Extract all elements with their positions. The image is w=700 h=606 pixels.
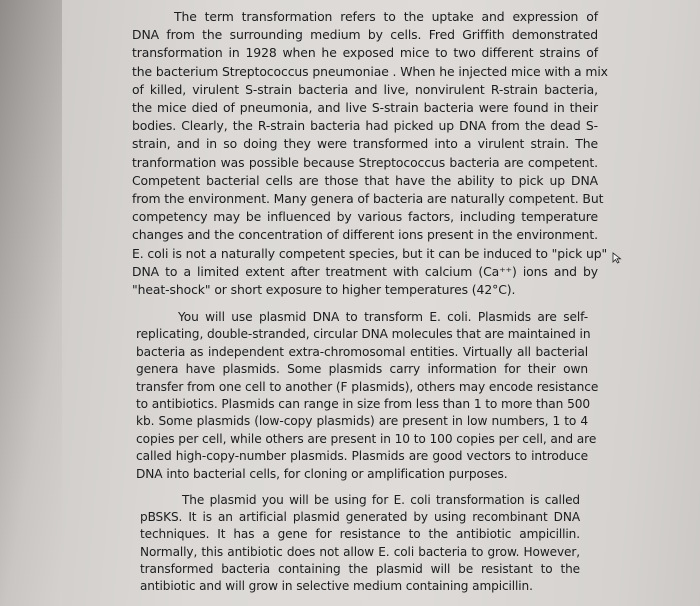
text-line: You will use plasmid DNA to transform E. coli. Plasmids are self- [178,310,588,324]
text-line: genera have plasmids. Some plasmids carry information for their own [136,362,588,377]
text-line: replicating, double-stranded, circular DNA molecules that are maintained in [136,327,591,342]
text-line: tranformation was possible because Streptococcus bacteria are competent. [132,154,598,170]
text-line: Normally, this antibiotic does not allow E. coli bacteria to grow. However, [140,544,580,559]
text-line: "heat-shock" or short exposure to higher temperatures (42°C). [132,282,516,298]
text-line: DNA into bacterial cells, for cloning or amplification purposes. [136,466,508,481]
text-line: transformation in 1928 when he exposed mice to two different strains of [132,45,598,61]
paragraph-plasmids [136,309,599,483]
text-line: bodies. Clearly, the R-strain bacteria had picked up DNA from the dead S- [132,118,598,134]
text-line: transfer from one cell to another (F plasmids), others may encode resistance [136,379,599,394]
text-line: E. coli is not a naturally competent species, but it can be induced to "pick up" [132,245,608,261]
text-line: competency may be influenced by various factors, including temperature [132,209,598,225]
text-line: to antibiotics. Plasmids can range in size from less than 1 to more than 500 [136,397,591,412]
paragraph-pbsks [140,492,580,595]
text-line: The term transformation refers to the uptake and expression of [174,9,598,24]
paragraph-transformation [132,8,608,299]
text-line: bacteria as independent extra-chromosomal entities. Virtually all bacterial [136,344,588,359]
text-line: DNA from the surrounding medium by cells. Fred Griffith demonstrated [132,27,598,43]
text-line: DNA to a limited extent after treatment with calcium (Ca⁺⁺) ions and by [132,263,598,279]
text-line: the mice died of pneumonia, and live S-strain bacteria were found in their [132,100,598,116]
text-line: Competent bacterial cells are those that have the ability to pick up DNA [132,172,598,188]
text-line: copies per cell, while others are present in 10 to 100 copies per cell, and are [136,431,597,446]
text-line: changes and the concentration of different ions present in the environment. [132,227,598,243]
text-line: called high-copy-number plasmids. Plasmids are good vectors to introduce [136,449,588,464]
text-line: of killed, virulent S-strain bacteria and live, nonvirulent R-strain bacteria, [132,81,598,97]
text-line: antibiotic and will grow in selective medium containing ampicillin. [140,579,533,594]
text-line: The plasmid you will be using for E. coli transformation is called [182,493,580,507]
text-line: kb. Some plasmids (low-copy plasmids) are present in low numbers, 1 to 4 [136,414,588,429]
text-line: techniques. It has a gene for resistance to the antibiotic ampicillin. [140,527,580,542]
text-line: pBSKS. It is an artificial plasmid generated by using recombinant DNA [140,510,580,525]
text-line: from the environment. Many genera of bacteria are naturally competent. But [132,191,604,207]
text-line: transformed bacteria containing the plasmid will be resistant to the [140,561,580,576]
text-line: the bacterium Streptococcus pneumoniae . When he injected mice with a mix [132,63,608,79]
mouse-pointer-icon [612,252,622,264]
text-line: strain, and in so doing they were transformed into a virulent strain. The [132,136,598,152]
